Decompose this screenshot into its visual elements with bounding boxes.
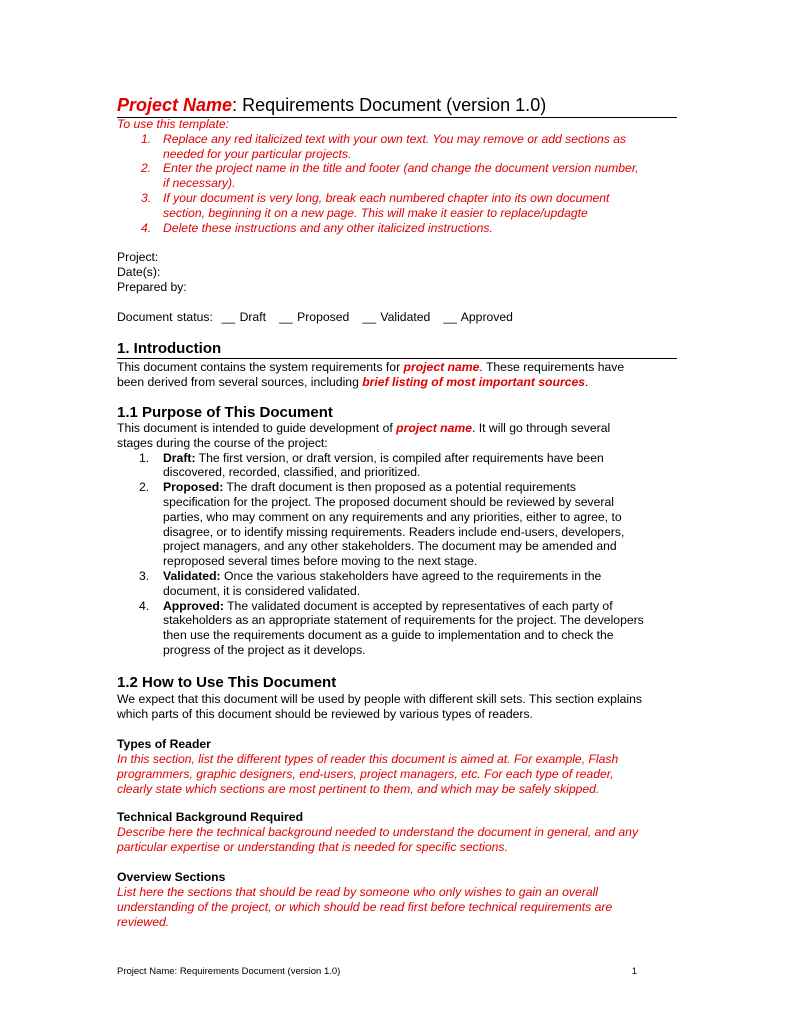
status-proposed: __ Proposed <box>279 310 350 324</box>
types-of-reader-body: In this section, list the different types of reader this document is aimed at. For example, Flash programmers, graphic designers, end-users, project managers, etc. For each type of reader, clearly state which sections are most pertinent to them, and which may be safely skipped. <box>117 752 619 796</box>
page-number: 1 <box>631 966 637 977</box>
stage-item: 4. Approved: The validated document is accepted by representatives of each party of stakeholders as an appropriate statement of requirements for the project. The developers then use the requirements document as a guide to implementation and to check the progress of the project as it develops. <box>139 598 644 657</box>
introduction-body: This document contains the system requirements for project name. These requirements have been derived from several sources, including brief listing of most important sources. <box>117 360 625 389</box>
template-instructions <box>117 117 639 235</box>
purpose-body: This document is intended to guide development of project name. It will go through several stages during the course of the project: 1. Draft: The first version, or draft version, is compiled after requirements have been discovered, recorded, classified, and prioritized. 2. Proposed: The draft document is then proposed as a potential requirements specification for the project. The proposed document should be reviewed by several parties, who may comment on any requirements and any priorities, either to agree, to disagree, or to identify missing requirements. Readers include end-users, developers, project managers, and any other stakeholders. The document may be amended and reproposed several times before moving to the next stage. 3. Validated: Once the various stakeholders have agreed to the requirements in the document, it is considered validated. 4. Approved: The validated document is accepted by representatives of each party of stakeholders as an appropriate statement of requirements for the project. The developers then use the requirements document as a guide to implementation and to check the progress of the project as it develops. <box>117 421 644 657</box>
instruction-item: 2. Enter the project name in the title and footer (and change the document version number, if necessary). <box>141 161 639 191</box>
status-draft: __ Draft <box>221 310 266 324</box>
project-name-placeholder: project name <box>403 360 480 374</box>
instruction-item: 4. Delete these instructions and any other italicized instructions. <box>141 220 493 235</box>
status-validated: __ Validated <box>362 310 431 324</box>
overview-sections-body: List here the sections that should be read by someone who only wishes to gain an overall understanding of the project, or which should be read first before technical requirements are reviewed. <box>117 885 613 929</box>
document-title <box>117 94 677 118</box>
introduction-heading: 1. Introduction <box>117 340 677 359</box>
project-name-placeholder: project name <box>396 421 472 435</box>
how-to-use-body: We expect that this document will be used by people with different skill sets. This section explains which parts of this document should be reviewed by various types of readers. <box>117 692 643 721</box>
document-status <box>117 310 513 325</box>
dates-label: Date(s): <box>117 264 161 279</box>
technical-background-body: Describe here the technical background needed to understand the document in general, and any particular expertise or understanding that is needed for specific sections. <box>117 825 639 854</box>
stages-list <box>117 451 644 658</box>
how-to-use-heading: 1.2 How to Use This Document <box>117 674 337 691</box>
prepared-by-label: Prepared by: <box>117 279 187 294</box>
stage-item: 2. Proposed: The draft document is then proposed as a potential requirements specification for the project. The proposed document should be reviewed by several parties, who may comment on any requirements and any priorities, either to agree, to disagree, or to identify missing requirements. Readers include end-users, developers, project managers, and any other stakeholders. The document may be amended and reproposed several times before moving to the next stage. <box>139 480 625 569</box>
instruction-item: 1. Replace any red italicized text with your own text. You may remove or add sections as needed for your particular projects. <box>141 131 627 161</box>
project-label: Project: <box>117 250 159 264</box>
overview-sections-heading: Overview Sections <box>117 870 226 884</box>
technical-background-heading: Technical Background Required <box>117 810 304 824</box>
footer-text: Project Name: Requirements Document (version 1.0) <box>117 966 341 977</box>
status-label: Document status: <box>117 310 213 324</box>
title-rest: : Requirements Document (version 1.0) <box>232 95 547 115</box>
types-of-reader-heading: Types of Reader <box>117 737 211 751</box>
instruction-item: 3. If your document is very long, break each numbered chapter into its own document section, beginning it on a new page. This will make it easier to replace/updagte <box>141 190 610 220</box>
project-metadata <box>117 250 187 294</box>
instructions-intro: To use this template: <box>117 117 230 131</box>
status-approved: __ Approved <box>443 310 513 324</box>
page-footer <box>117 966 637 978</box>
title-project-name: Project Name <box>117 95 233 115</box>
stage-item: 3. Validated: Once the various stakeholders have agreed to the requirements in the document, it is considered validated. <box>139 568 602 598</box>
instructions-list <box>117 132 639 236</box>
sources-placeholder: brief listing of most important sources <box>362 374 586 389</box>
purpose-heading: 1.1 Purpose of This Document <box>117 404 333 421</box>
stage-item: 1. Draft: The first version, or draft version, is compiled after requirements have been discovered, recorded, classified, and prioritized. <box>139 450 604 480</box>
